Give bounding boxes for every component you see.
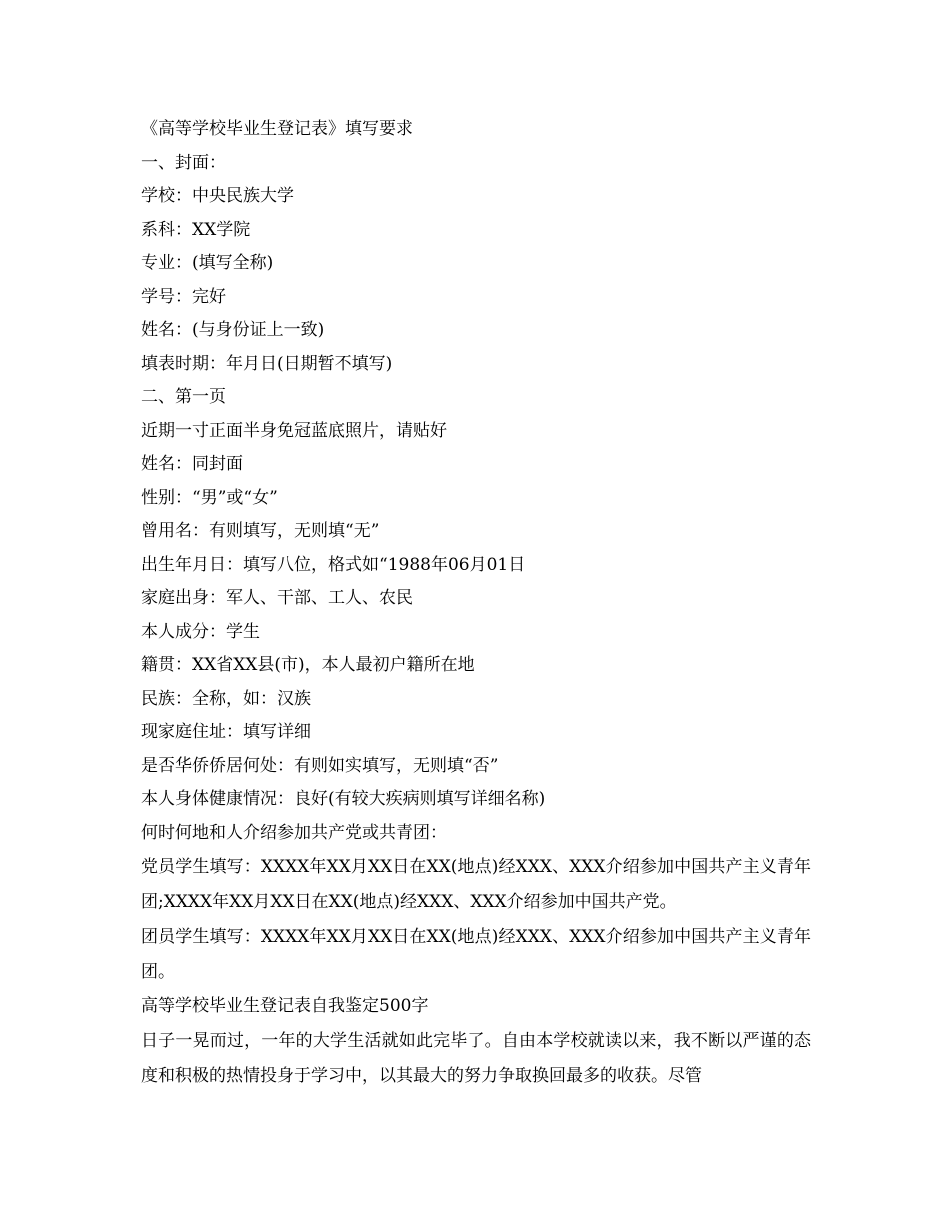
text-line: 现家庭住址：填写详细 xyxy=(141,722,311,742)
text-line: 家庭出身：军人、干部、工人、农民 xyxy=(141,588,413,608)
section-heading-first-page: 二、第一页 xyxy=(141,387,226,407)
section-heading-cover: 一、封面： xyxy=(141,152,226,173)
text-line: 何时何地和人介绍参加共产党或共青团： xyxy=(141,822,447,843)
text-line: 姓名：同封面 xyxy=(141,454,243,474)
text-line: 曾用名：有则填写，无则填“无” xyxy=(141,521,380,541)
text-line: 民族：全称，如：汉族 xyxy=(141,688,311,709)
essay-paragraph: 日子一晃而过，一年的大学生活就如此完毕了。自由本学校就读以来，我不断以严谨的态度和积极的热情投身于学习中，以其最大的努力争取换回最多的收获。尽管 xyxy=(141,1030,811,1086)
text-line: 系科：XX学院 xyxy=(141,219,251,240)
text-line: 籍贯：XX省XX县(市)，本人最初户籍所在地 xyxy=(141,655,475,675)
text-line: 填表时期：年月日(日期暂不填写) xyxy=(141,353,393,374)
text-line: 学校：中央民族大学 xyxy=(141,186,294,206)
text-line: 是否华侨侨居何处：有则如实填写，无则填“否” xyxy=(141,755,499,776)
party-member-paragraph: 党员学生填写：XXXX年XX月XX日在XX(地点)经XXX、XXX介绍参加中国共产主义青年团;XXXX年XX月XX日在XX(地点)经XXX、XXX介绍参加中国共产党。 xyxy=(141,857,811,912)
document-body xyxy=(141,113,811,1094)
essay-title: 高等学校毕业生登记表自我鉴定500字 xyxy=(141,996,429,1016)
text-line: 出生年月日：填写八位，格式如“1988年06月01日 xyxy=(141,554,526,575)
league-member-paragraph: 团员学生填写：XXXX年XX月XX日在XX(地点)经XXX、XXX介绍参加中国共产主义青年团。 xyxy=(141,927,811,982)
document-title: 《高等学校毕业生登记表》填写要求 xyxy=(141,119,413,139)
text-line: 本人成分：学生 xyxy=(141,621,260,642)
text-line: 本人身体健康情况：良好(有较大疾病则填写详细名称) xyxy=(141,789,546,809)
text-line: 姓名：(与身份证上一致) xyxy=(141,320,325,340)
text-line: 专业：(填写全称) xyxy=(141,253,274,273)
text-line: 近期一寸正面半身免冠蓝底照片，请贴好 xyxy=(141,420,447,441)
text-line: 学号：完好 xyxy=(141,286,226,307)
text-line: 性别：“男”或“女” xyxy=(141,487,278,508)
